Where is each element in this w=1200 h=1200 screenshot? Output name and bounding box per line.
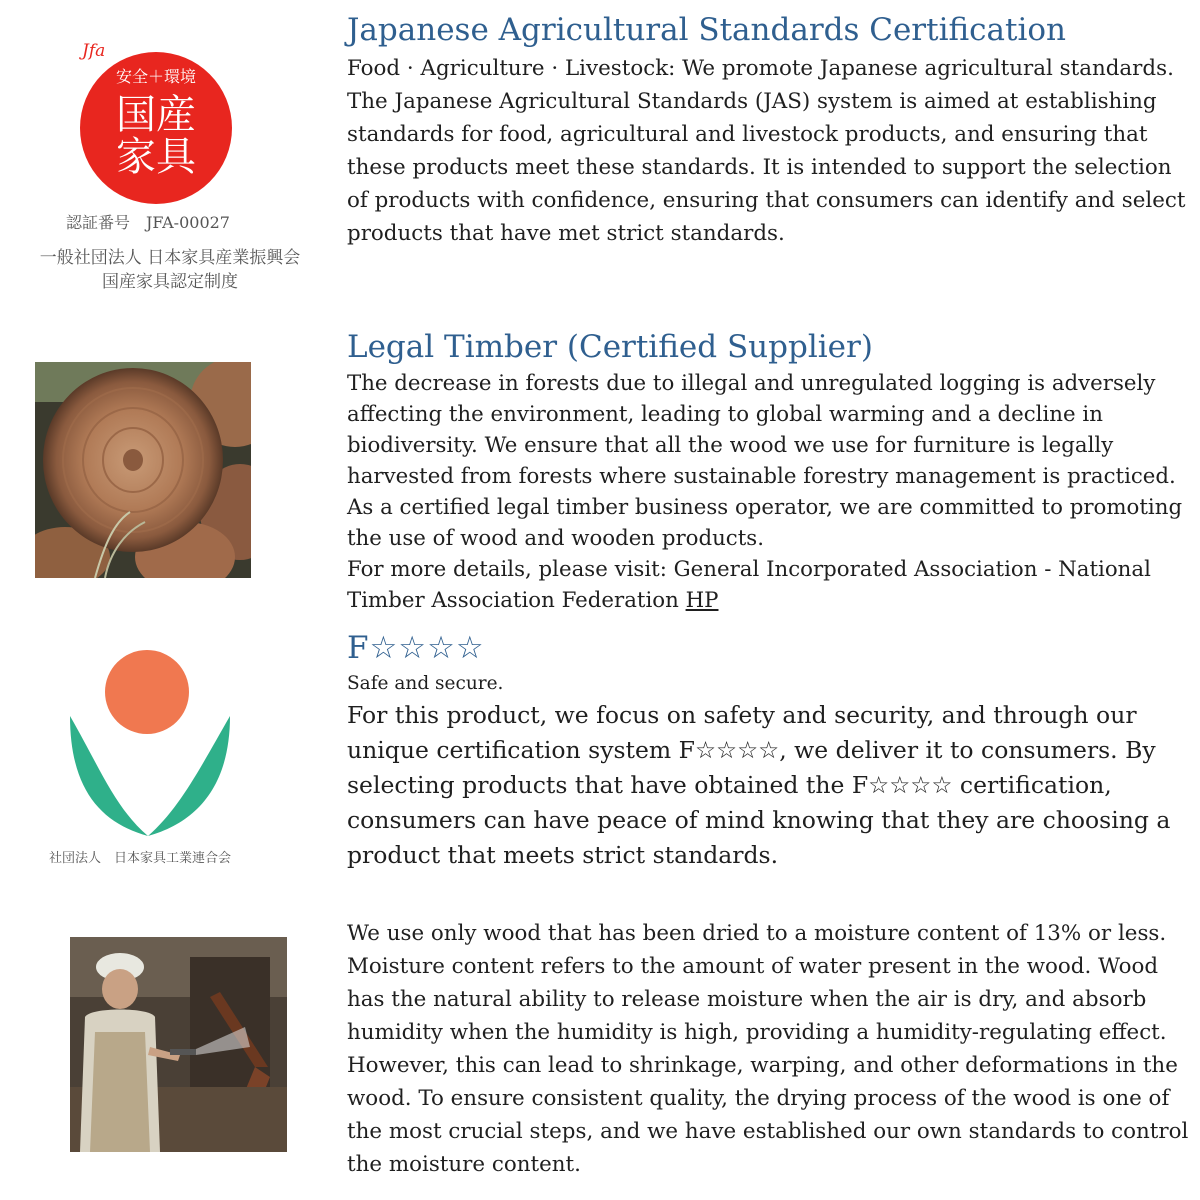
timber-details-text: For more details, please visit: General Incorporated Association - National Timber Association Federation: [347, 557, 1151, 613]
f4-certification-logo: [30, 648, 260, 878]
timber-title: Legal Timber (Certified Supplier): [347, 329, 873, 365]
f4-title: F☆☆☆☆: [347, 630, 485, 666]
timber-details: [347, 554, 1197, 616]
jas-tagline: Food · Agriculture · Livestock: We promote Japanese agricultural standards.: [347, 56, 1174, 81]
jfa-certification-logo: [10, 28, 330, 298]
craftsman-spraying-photo: [70, 937, 287, 1152]
moisture-body: We use only wood that has been dried to a moisture content of 13% or less. Moisture content refers to the amount of water present in the wood. Wood has the natural ability to release moisture when the air is dry, and absorb humidity when the humidity is high, providing a humidity-regulating effect. However, this can lead to shrinkage, warping, and other deformations in the wood. To ensure consistent quality, the drying process of the wood is one of the most crucial steps, and we have established our own standards to control the moisture content.: [347, 921, 1189, 1177]
f4-subtitle: Safe and secure.: [347, 673, 504, 694]
jas-text: [347, 52, 1197, 250]
federation-hp-link[interactable]: HP: [685, 588, 719, 613]
f4-body: For this product, we focus on safety and security, and through our unique certification system F☆☆☆☆, we deliver it to consumers. By selecting products that have obtained the F☆☆☆☆ certification, consumers can have peace of mind knowing that they are choosing a product that meets strict standards.: [347, 701, 1171, 869]
jas-title: Japanese Agricultural Standards Certification: [347, 12, 1067, 48]
timber-body: The decrease in forests due to illegal and unregulated logging is adversely affecting the environment, leading to global warming and a decline in biodiversity. We ensure that all the wood we use for furniture is legally harvested from forests where sustainable forestry management is practiced. As a certified legal timber business operator, we are committed to promoting the use of wood and wooden products.: [347, 371, 1183, 551]
jfa-brand-mark: Jfa: [82, 41, 106, 61]
program-name: 国産家具認定制度: [102, 272, 238, 292]
right-leaf: [148, 716, 230, 836]
seal-line-2: 家具: [116, 134, 196, 180]
timber-text: [347, 368, 1197, 616]
jas-body: The Japanese Agricultural Standards (JAS) system is aimed at establishing standards for food, agricultural and livestock products, and ensuring that these products meet these standards. It is intended to support the selection of products with confidence, ensuring that consumers can identify and select products that have met strict standards.: [347, 89, 1186, 246]
timber-log-photo: [35, 362, 251, 578]
cert-number: 認証番号 JFA-00027: [66, 213, 230, 232]
seal-line-1: 国産: [116, 92, 196, 138]
seal-top-text: 安全＋環境: [115, 67, 197, 86]
sun-circle: [105, 650, 189, 734]
org-name: 一般社団法人 日本家具産業振興会: [39, 248, 301, 268]
left-leaf: [70, 716, 148, 836]
f4-logo-caption: 社団法人 日本家具工業連合会: [48, 851, 232, 866]
